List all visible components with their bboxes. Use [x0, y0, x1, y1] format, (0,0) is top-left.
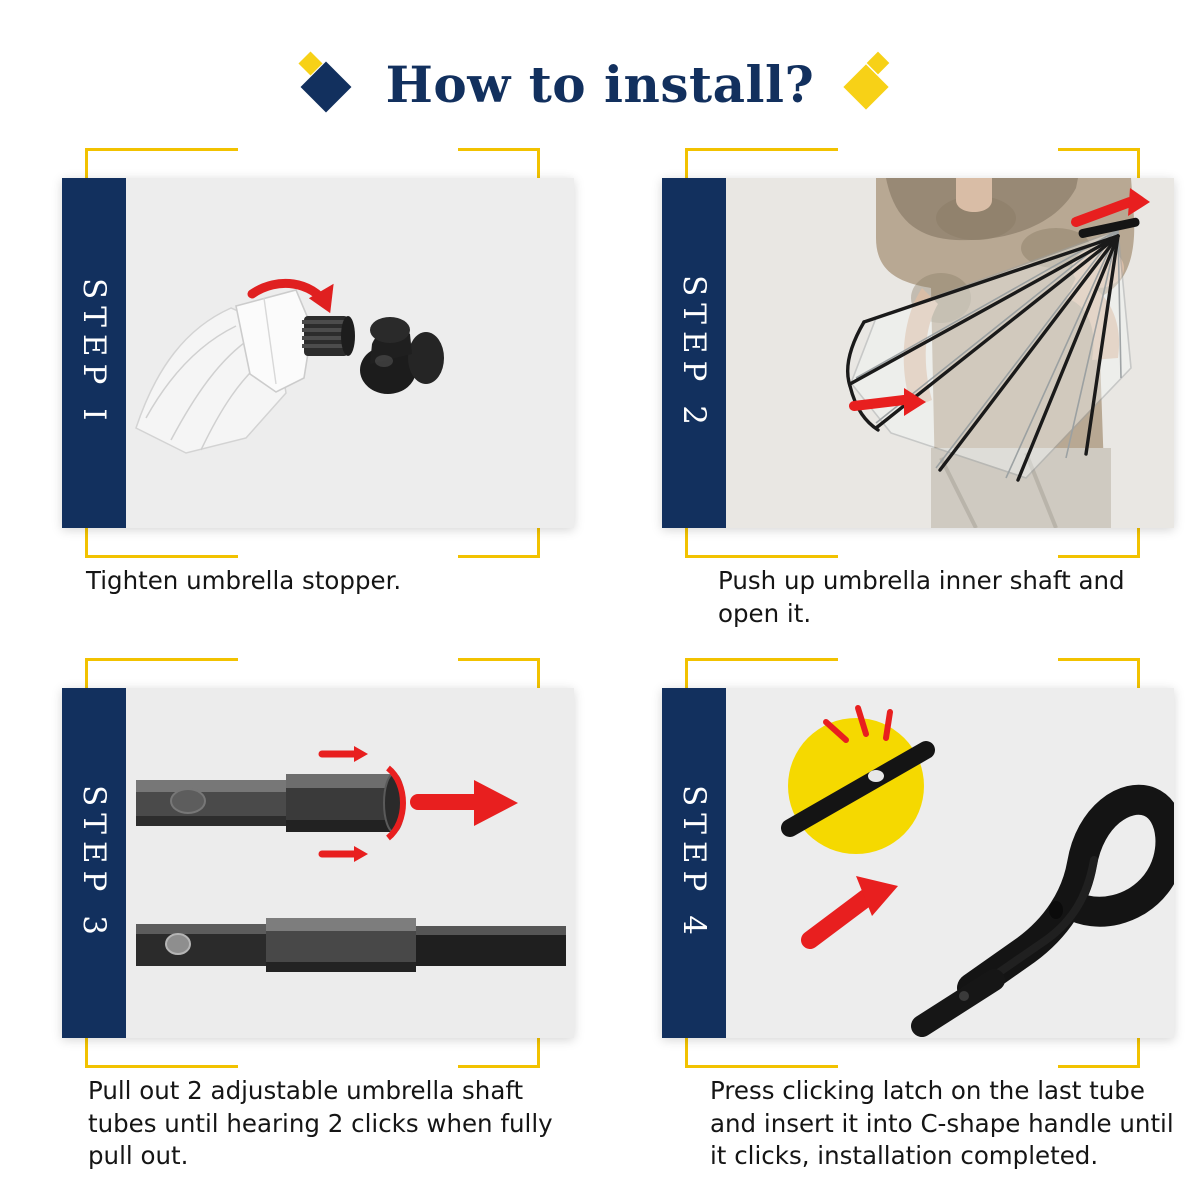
step-2-image — [726, 178, 1174, 528]
step-2-caption: Push up umbrella inner shaft and open it. — [718, 566, 1125, 628]
diamond-decoration-right-icon — [840, 55, 898, 113]
step-1-label: STEP I — [76, 278, 112, 428]
step-1-label-band — [62, 178, 126, 528]
diamond-decoration-left-icon — [302, 55, 360, 113]
step-3-image — [126, 688, 574, 1038]
page-header — [0, 44, 1200, 124]
step-4-caption: Press clicking latch on the last tube and insert it into C-shape handle until it clicks, installation completed. — [710, 1076, 1174, 1171]
step-4-photo-card — [662, 688, 1174, 1038]
step-2-label: STEP 2 — [676, 274, 712, 432]
step-3-caption: Pull out 2 adjustable umbrella shaft tubes until hearing 2 clicks when fully pull out. — [88, 1076, 553, 1171]
step-4-label-band — [662, 688, 726, 1038]
step-1-photo-card — [62, 178, 574, 528]
step-3-label: STEP 3 — [76, 784, 112, 942]
step-1-caption: Tighten umbrella stopper. — [86, 566, 402, 595]
step-2-photo-card — [662, 178, 1174, 528]
step-3-label-band — [62, 688, 126, 1038]
step-4-label: STEP 4 — [676, 784, 712, 942]
step-1-image — [126, 178, 574, 528]
page-title: How to install? — [385, 54, 815, 114]
step-3-photo-card — [62, 688, 574, 1038]
step-2-label-band — [662, 178, 726, 528]
step-4-image — [726, 688, 1174, 1038]
